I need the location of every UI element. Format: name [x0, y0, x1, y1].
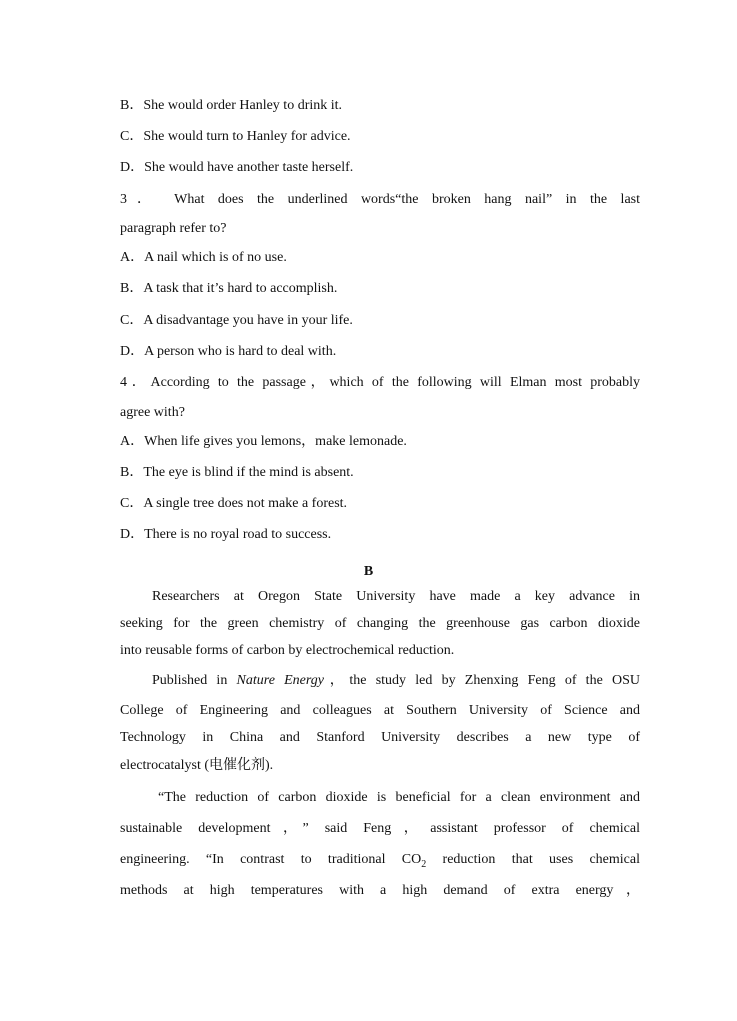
passage-b-p2-line3: Technology in China and Stanford University describes a new type of	[120, 730, 640, 745]
option-2c: C．She would turn to Hanley for advice.	[120, 129, 351, 144]
passage-b-p3-line3: engineering. “In contrast to traditional $CO_2$ reduction that uses chemical	[120, 852, 640, 870]
passage-b-p2-line2: College of Engineering and colleagues at Southern University of Science and	[120, 703, 640, 718]
option-4c: C．A single tree does not make a forest.	[120, 496, 348, 511]
question-4-stem-cont: agree with?	[120, 405, 185, 420]
option-3c: C．A disadvantage you have in your life.	[120, 313, 353, 328]
option-2d: D．She would have another taste herself.	[120, 160, 354, 175]
passage-b-p3-line1: “The reduction of carbon dioxide is beneficial for a clean environment and	[158, 790, 640, 805]
option-4a: A．When life gives you lemons，make lemonade.	[120, 434, 407, 449]
journal-name: Nature Energy	[236, 673, 325, 688]
passage-b-p3-line4: methods at high temperatures with a high demand of extra energy，	[120, 883, 640, 898]
question-4-stem: 4．According to the passage，which of the following will Elman most probably	[120, 375, 640, 390]
passage-b-p2-line1: Published in Nature Energy，the study led by Zhenxing Feng of the OSU	[152, 673, 640, 688]
option-2b: B．She would order Hanley to drink it.	[120, 98, 343, 113]
option-3d: D．A person who is hard to deal with.	[120, 344, 337, 359]
passage-b-p1-line2: seeking for the green chemistry of changing the greenhouse gas carbon dioxide	[120, 616, 640, 631]
option-3b: B．A task that it’s hard to accomplish.	[120, 281, 338, 296]
question-3-stem: 3． What does the underlined words“the broken hang nail” in the last	[120, 192, 640, 207]
passage-b-p1-line3: into reusable forms of carbon by electrochemical reduction.	[120, 643, 455, 658]
subscript-2: 2	[421, 858, 427, 870]
section-heading-b: B	[363, 564, 374, 579]
passage-b-p3-line2: sustainable development，” said Feng，assistant professor of chemical	[120, 821, 640, 836]
passage-b-p1-line1: Researchers at Oregon State University have made a key advance in	[152, 589, 640, 604]
passage-b-p2-line4: electrocatalyst (电催化剂).	[120, 758, 274, 773]
option-3a: A．A nail which is of no use.	[120, 250, 287, 265]
option-4d: D．There is no royal road to success.	[120, 527, 332, 542]
question-3-stem-cont: paragraph refer to?	[120, 221, 227, 236]
option-4b: B．The eye is blind if the mind is absent.	[120, 465, 354, 480]
